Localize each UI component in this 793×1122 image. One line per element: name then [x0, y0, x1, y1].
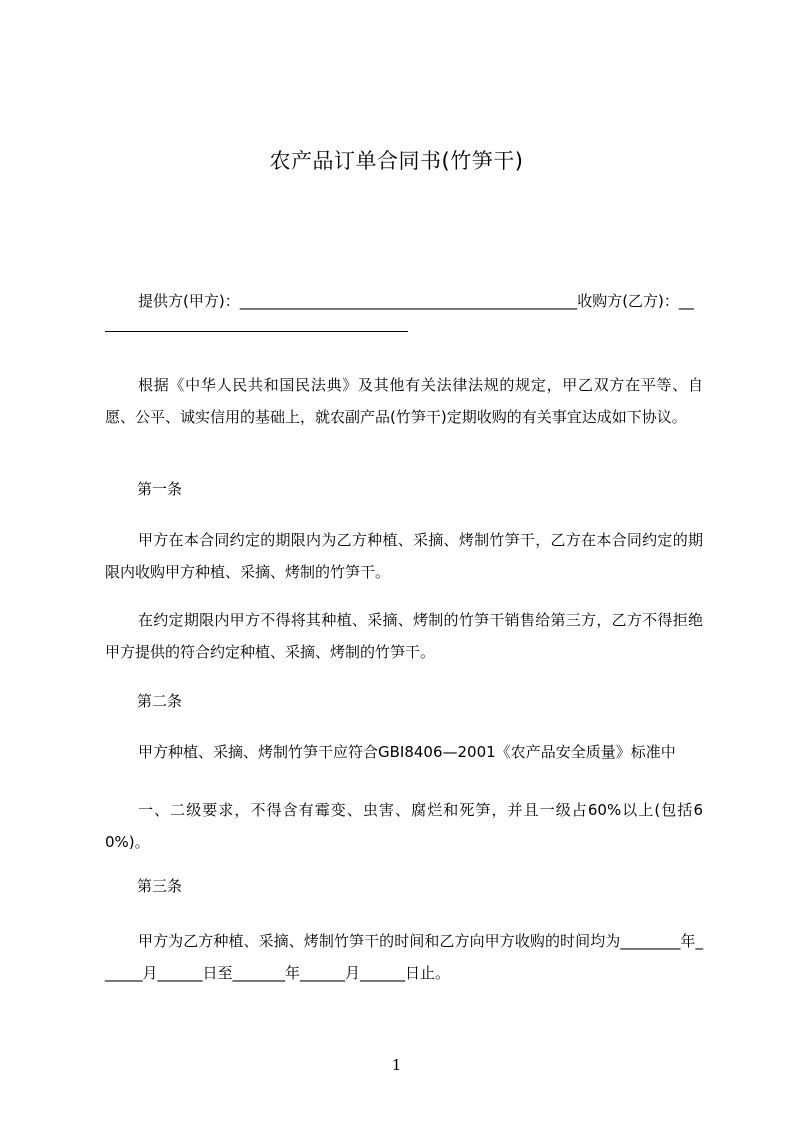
- page-number: 1: [391, 1056, 402, 1074]
- party-b-blank-line: [105, 331, 408, 332]
- article-2-paragraph-2: 一、二级要求，不得含有霉变、虫害、腐烂和死笋，并且一级占60%以上(包括60%)。: [105, 801, 703, 851]
- article-3-paragraph-1: 甲方为乙方种植、采摘、烤制竹笋干的时间和乙方向甲方收购的时间均为________年______月______日至_______年______月______日止。: [105, 932, 703, 982]
- preamble-paragraph: 根据《中华人民共和国民法典》及其他有关法律法规的规定，甲乙双方在平等、自愿、公平、诚实信用的基础上，就农副产品(竹笋干)定期收购的有关事宜达成如下协议。: [105, 376, 703, 426]
- article-2-heading: 第二条: [137, 692, 183, 710]
- article-1-paragraph-2: 在约定期限内甲方不得将其种植、采摘、烤制的竹笋干销售给第三方，乙方不得拒绝甲方提供的符合约定种植、采摘、烤制的竹笋干。: [105, 611, 703, 661]
- article-1-paragraph-1: 甲方在本合同约定的期限内为乙方种植、采摘、烤制竹笋干，乙方在本合同约定的期限内收购甲方种植、采摘、烤制的竹笋干。: [105, 531, 703, 581]
- article-2-paragraph-1: 甲方种植、采摘、烤制竹笋干应符合GBI8406—2001《农产品安全质量》标准中: [138, 743, 676, 761]
- document-title: 农产品订单合同书(竹笋干): [269, 149, 524, 173]
- article-3-heading: 第三条: [137, 877, 183, 895]
- parties-line: 提供方(甲方)：_____________________________________________收购方(乙方)：__: [138, 292, 694, 310]
- article-1-heading: 第一条: [137, 480, 183, 498]
